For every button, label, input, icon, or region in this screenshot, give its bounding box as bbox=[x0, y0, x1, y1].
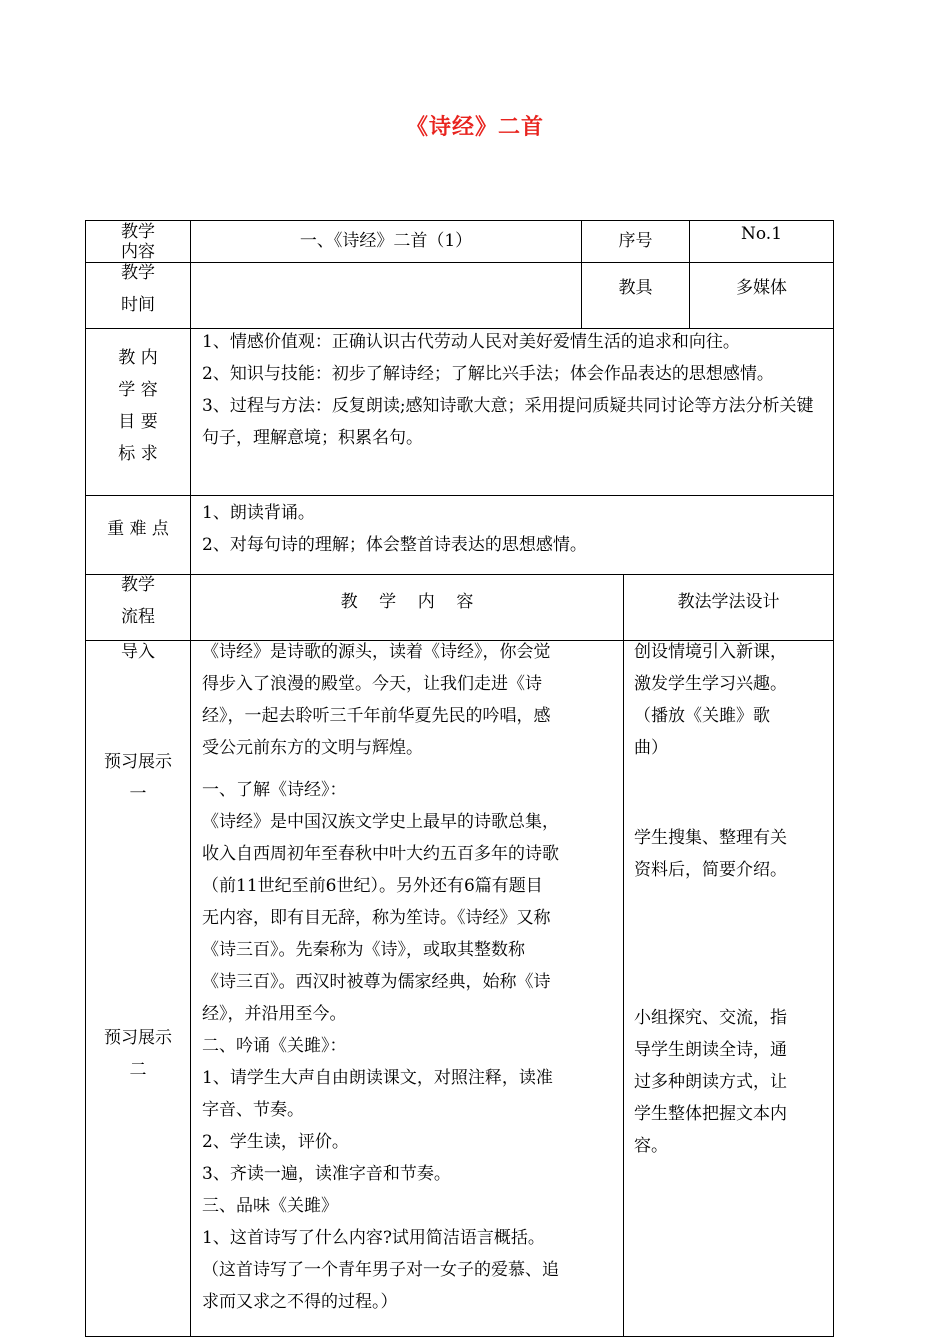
teaching-tools-value: 多媒体 bbox=[736, 278, 787, 298]
content-line: 无内容，即有目无辞，称为笙诗。《诗经》又称 bbox=[202, 908, 551, 928]
method-line: 曲） bbox=[634, 738, 668, 758]
goals-content bbox=[202, 326, 828, 454]
method-line: 过多种朗读方式，让 bbox=[634, 1072, 787, 1092]
row-label-goals bbox=[86, 342, 190, 470]
row-label-process bbox=[86, 569, 190, 633]
teaching-tools-label: 教具 bbox=[618, 278, 653, 298]
content-line: 经》，并沿用至今。 bbox=[202, 1004, 347, 1024]
key-points-content bbox=[202, 497, 828, 561]
row-label-teaching-time bbox=[86, 257, 190, 321]
content-line: （前11世纪至前6世纪）。另外还有6篇有题目 bbox=[202, 876, 543, 896]
content-line: 字音、节奏。 bbox=[202, 1100, 304, 1120]
lesson-content-value: 一、《诗经》二首（1） bbox=[299, 231, 473, 251]
content-line: 1、这首诗写了什么内容?试用简洁语言概括。 bbox=[202, 1228, 545, 1248]
content-line: 求而又求之不得的过程。） bbox=[202, 1292, 398, 1312]
content-line: 3、齐读一遍，读准字音和节奏。 bbox=[202, 1164, 451, 1184]
method-line: 资料后，简要介绍。 bbox=[634, 860, 787, 880]
key-point-item: 2、对每句诗的理解；体会整首诗表达的思想感情。 bbox=[202, 535, 587, 555]
label-text: 时间 bbox=[121, 295, 155, 315]
method-preview-2 bbox=[634, 1002, 828, 1162]
content-line: 得步入了浪漫的殿堂。今天，让我们走进《诗 bbox=[202, 674, 542, 694]
content-line: 三、品味《关雎》 bbox=[202, 1196, 338, 1216]
label-text: 教学 bbox=[121, 263, 155, 283]
method-line: 学生整体把握文本内 bbox=[634, 1104, 787, 1124]
label-text: 内容 bbox=[121, 242, 155, 262]
method-line: 容。 bbox=[634, 1136, 668, 1156]
label-text: 流程 bbox=[121, 607, 155, 627]
content-line: （这首诗写了一个青年男子对一女子的爱慕、追 bbox=[202, 1260, 559, 1280]
content-line: 《诗三百》。西汉时被尊为儒家经典，始称《诗 bbox=[202, 972, 551, 992]
document-title: 《诗经》二首 bbox=[405, 115, 544, 140]
label-text: 教 内 bbox=[118, 348, 158, 368]
goal-item: 3、过程与方法：反复朗读;感知诗歌大意；采用提问质疑共同讨论等方法分析关键句子，理解意境；积累名句。 bbox=[202, 396, 814, 448]
label-text: 预习展示一 bbox=[104, 752, 172, 804]
sequence-value: No.1 bbox=[740, 224, 783, 244]
method-line: 小组探究、交流，指 bbox=[634, 1008, 787, 1028]
key-point-item: 1、朗读背诵。 bbox=[202, 503, 315, 523]
content-line: 一、了解《诗经》： bbox=[202, 780, 347, 800]
method-column-header: 教法学法设计 bbox=[677, 592, 780, 612]
goal-item: 1、情感价值观：正确认识古代劳动人民对美好爱情生活的追求和向往。 bbox=[202, 332, 740, 352]
content-line: 《诗三百》。先秦称为《诗》，或取其整数称 bbox=[202, 940, 525, 960]
method-line: 导学生朗读全诗，通 bbox=[634, 1040, 787, 1060]
label-text: 标 求 bbox=[118, 444, 158, 464]
label-text: 学 容 bbox=[118, 380, 158, 400]
step-label-preview-2 bbox=[86, 1022, 190, 1086]
method-line: 创设情境引入新课， bbox=[634, 642, 787, 662]
label-text: 教学 bbox=[121, 222, 155, 242]
step-label-preview-1 bbox=[86, 746, 190, 810]
content-line: 《诗经》是诗歌的源头，读着《诗经》，你会觉 bbox=[202, 642, 551, 662]
content-line: 1、请学生大声自由朗读课文，对照注释，读准 bbox=[202, 1068, 553, 1088]
sequence-label: 序号 bbox=[618, 231, 653, 251]
label-text: 教学 bbox=[121, 575, 155, 595]
content-line: 二、吟诵《关雎》： bbox=[202, 1036, 347, 1056]
method-line: 激发学生学习兴趣。 bbox=[634, 674, 787, 694]
content-line: 《诗经》是中国汉族文学史上最早的诗歌总集， bbox=[202, 812, 559, 832]
process-content bbox=[202, 636, 622, 1318]
content-line: 收入自西周初年至春秋中叶大约五百多年的诗歌 bbox=[202, 844, 559, 864]
row-label-teaching-content bbox=[86, 221, 190, 262]
content-line: 2、学生读，评价。 bbox=[202, 1132, 349, 1152]
row-label-key-points: 重 难 点 bbox=[107, 519, 169, 539]
content-line: 经》，一起去聆听三千年前华夏先民的吟唱，感 bbox=[202, 706, 551, 726]
method-preview-1 bbox=[634, 822, 828, 886]
method-line: （播放《关雎》歌 bbox=[634, 706, 770, 726]
step-label-intro: 导入 bbox=[121, 642, 155, 662]
method-line: 学生搜集、整理有关 bbox=[634, 828, 787, 848]
content-line: 受公元前东方的文明与辉煌。 bbox=[202, 738, 423, 758]
label-text: 目 要 bbox=[118, 412, 158, 432]
label-text: 预习展示二 bbox=[104, 1028, 172, 1080]
goal-item: 2、知识与技能：初步了解诗经；了解比兴手法；体会作品表达的思想感情。 bbox=[202, 364, 774, 384]
method-intro bbox=[634, 636, 828, 764]
content-column-header: 教 学 内 容 bbox=[340, 592, 474, 612]
